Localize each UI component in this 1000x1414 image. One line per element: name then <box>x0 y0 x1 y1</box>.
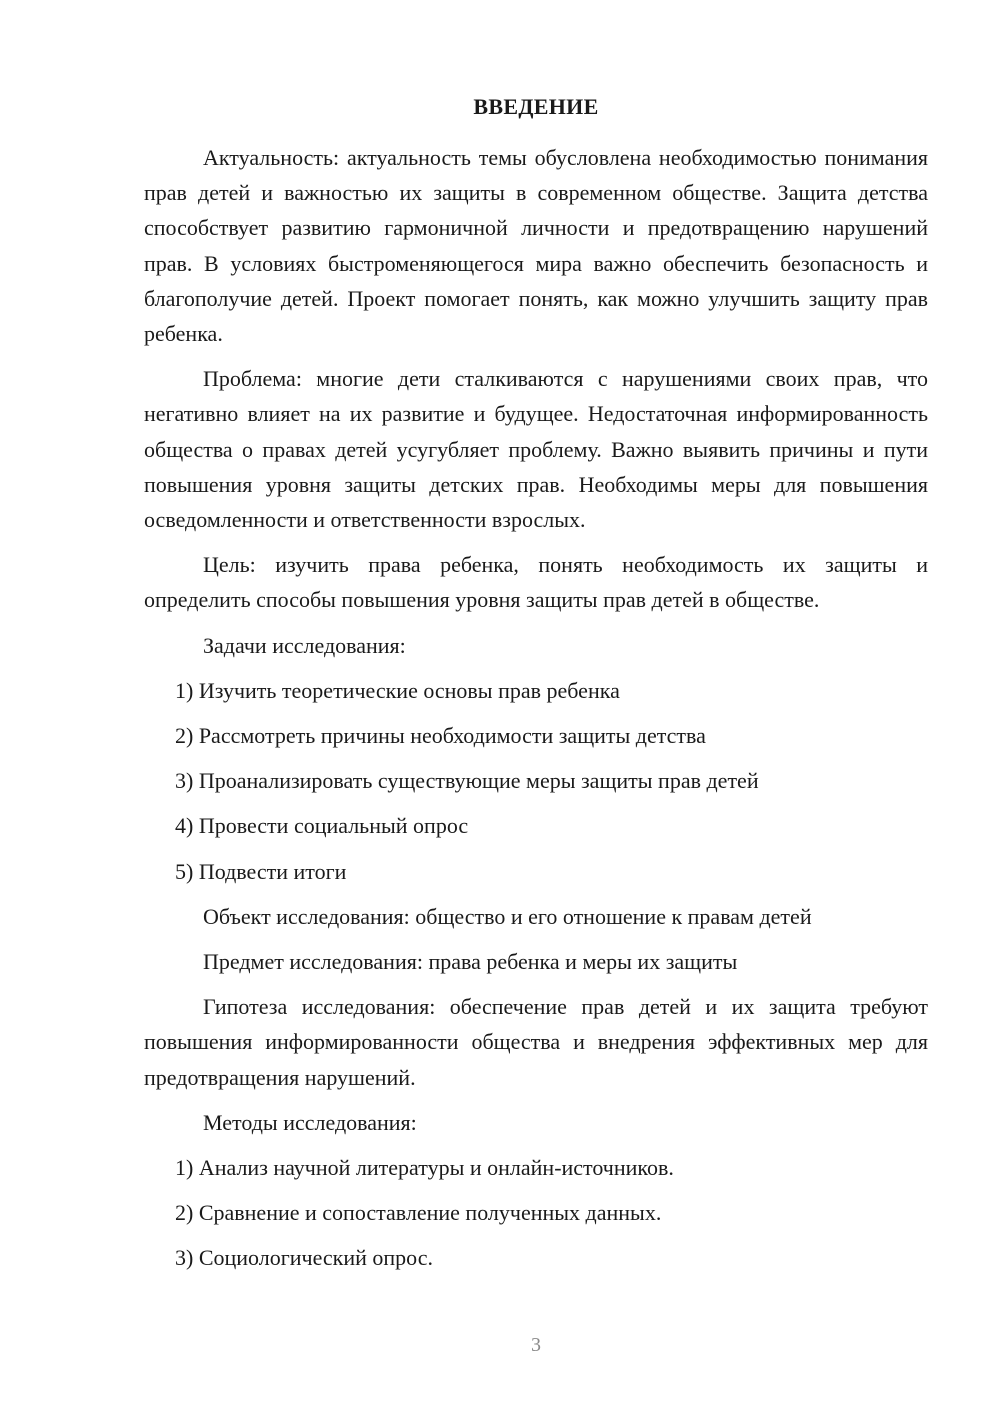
page-number: 3 <box>531 1334 541 1356</box>
task-item: 2) Рассмотреть причины необходимости защиты детства <box>175 723 706 749</box>
task-item: 3) Проанализировать существующие меры защиты прав детей <box>175 768 759 794</box>
goal-paragraph: Цель: изучить права ребенка, понять необходимость их защиты и определить способы повышения уровня защиты прав детей в обществе. <box>144 552 928 613</box>
hypothesis-paragraph: Гипотеза исследования: обеспечение прав детей и их защита требуют повышения информированности общества и внедрения эффективных мер для предотвращения нарушений. <box>144 994 928 1090</box>
tasks-title: Задачи исследования: <box>203 632 406 658</box>
subject-line: Предмет исследования: права ребенка и меры их защиты <box>203 949 738 975</box>
task-item: 1) Изучить теоретические основы прав ребенка <box>175 677 620 703</box>
method-item: 3) Социологический опрос. <box>175 1245 433 1271</box>
document-body <box>144 140 928 1276</box>
method-item: 1) Анализ научной литературы и онлайн-источников. <box>175 1155 674 1181</box>
method-item: 2) Сравнение и сопоставление полученных данных. <box>175 1200 662 1226</box>
actuality-paragraph: Актуальность: актуальность темы обусловлена необходимостью понимания прав детей и важностью их защиты в современном обществе. Защита детства способствует развитию гармоничной личности и предотвращению нарушений прав. В условиях быстроменяющегося мира важно обеспечить безопасность и благополучие детей. Проект помогает понять, как можно улучшить защиту прав ребенка. <box>144 145 928 347</box>
task-item: 4) Провести социальный опрос <box>175 813 469 839</box>
task-item: 5) Подвести итоги <box>175 858 347 884</box>
methods-title: Методы исследования: <box>203 1109 417 1135</box>
problem-paragraph: Проблема: многие дети сталкиваются с нарушениями своих прав, что негативно влияет на их развитие и будущее. Недостаточная информированность общества о правах детей усугубляет проблему. Важно выявить причины и пути повышения уровня защиты детских прав. Необходимы меры для повышения осведомленности и ответственности взрослых. <box>144 366 928 533</box>
section-heading: ВВЕДЕНИЕ <box>473 94 599 119</box>
object-line: Объект исследования: общество и его отношение к правам детей <box>203 903 812 929</box>
